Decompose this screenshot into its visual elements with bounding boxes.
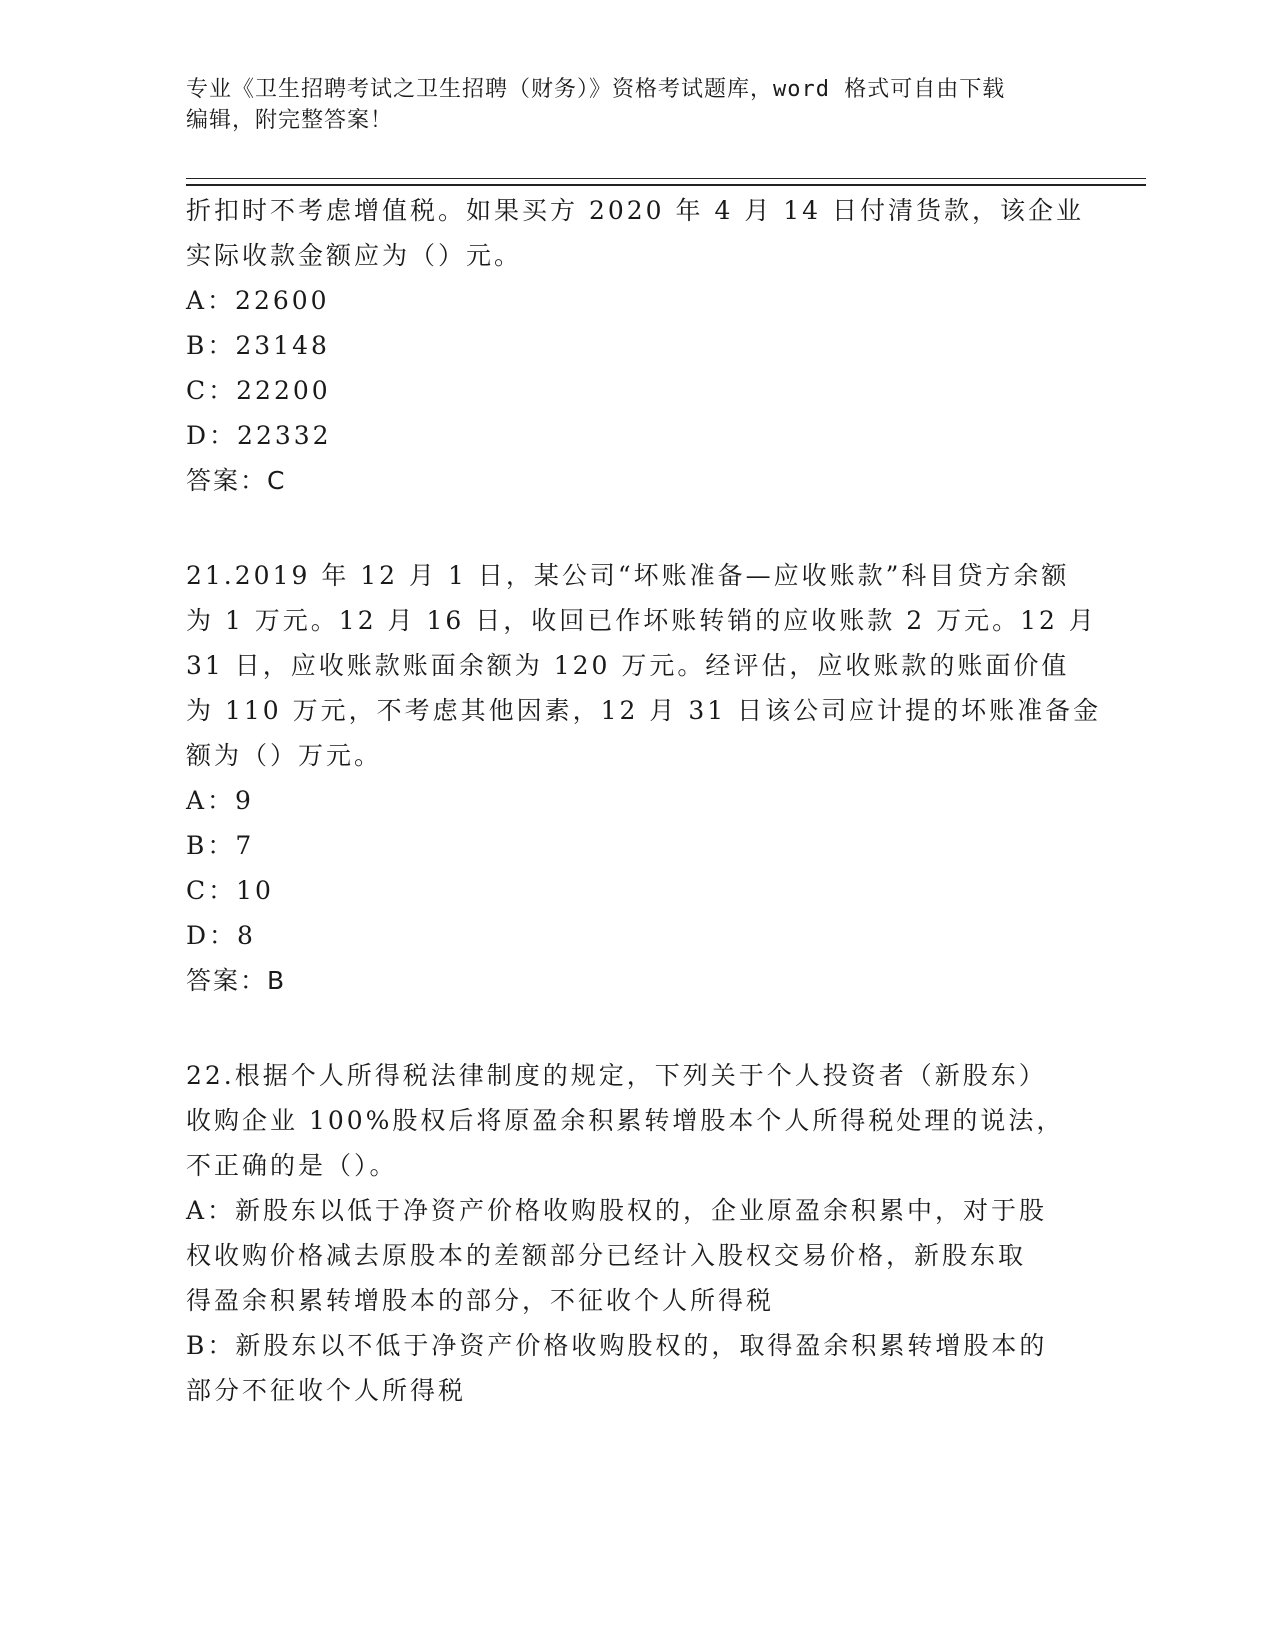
option-b-line: 部分不征收个人所得税 [186, 1376, 467, 1405]
option-a: A：22600 [186, 286, 330, 315]
question-stem-line: 为 110 万元，不考虑其他因素，12 月 31 日该公司应计提的坏账准备金 [186, 696, 1102, 725]
question-stem-line: 折扣时不考虑增值税。如果买方 2020 年 4 月 14 日付清货款，该企业 [186, 196, 1085, 225]
question-block-22 [186, 1053, 1066, 1413]
option-c: C：10 [186, 876, 274, 905]
option-a-line: 得盈余积累转增股本的部分，不征收个人所得税 [186, 1286, 775, 1315]
option-a-line: A：新股东以低于净资产价格收购股权的，企业原盈余积累中，对于股 [186, 1196, 1048, 1225]
option-d: D：8 [186, 921, 256, 950]
question-stem-line: 21.2019 年 12 月 1 日，某公司“坏账准备—应收账款”科目贷方余额 [186, 561, 1070, 590]
question-stem-line: 为 1 万元。12 月 16 日，收回已作坏账转销的应收账款 2 万元。12 月 [186, 606, 1097, 635]
option-b: B：7 [186, 831, 255, 860]
document-header [186, 74, 1066, 136]
option-d: D：22332 [186, 421, 332, 450]
header-line-2: 编辑，附完整答案！ [186, 108, 394, 133]
option-c: C：22200 [186, 376, 331, 405]
question-content [186, 188, 1102, 1413]
answer-label: 答案：B [186, 966, 287, 995]
question-stem-line: 收购企业 100%股权后将原盈余积累转增股本个人所得税处理的说法， [186, 1106, 1065, 1135]
question-stem-line: 实际收款金额应为（）元。 [186, 241, 523, 270]
question-stem-line: 31 日，应收账款账面余额为 120 万元。经评估，应收账款的账面价值 [186, 651, 1070, 680]
option-b: B：23148 [186, 331, 330, 360]
option-a: A：9 [186, 786, 254, 815]
question-stem-line: 22.根据个人所得税法律制度的规定，下列关于个人投资者（新股东） [186, 1061, 1047, 1090]
question-stem-line: 不正确的是（）。 [186, 1151, 398, 1180]
question-block [186, 188, 1085, 503]
header-divider [186, 178, 1146, 186]
spacer [186, 1003, 1066, 1053]
answer-label: 答案：C [186, 466, 287, 495]
header-line-1: 专业《卫生招聘考试之卫生招聘（财务）》资格考试题库，word 格式可自由下载 [186, 77, 1006, 102]
option-b-line: B：新股东以不低于净资产价格收购股权的，取得盈余积累转增股本的 [186, 1331, 1048, 1360]
question-stem-line: 额为（）万元。 [186, 741, 383, 770]
option-a-line: 权收购价格减去原股本的差额部分已经计入股权交易价格，新股东取 [186, 1241, 1027, 1270]
spacer [186, 503, 1066, 553]
question-block-21 [186, 553, 1102, 1003]
